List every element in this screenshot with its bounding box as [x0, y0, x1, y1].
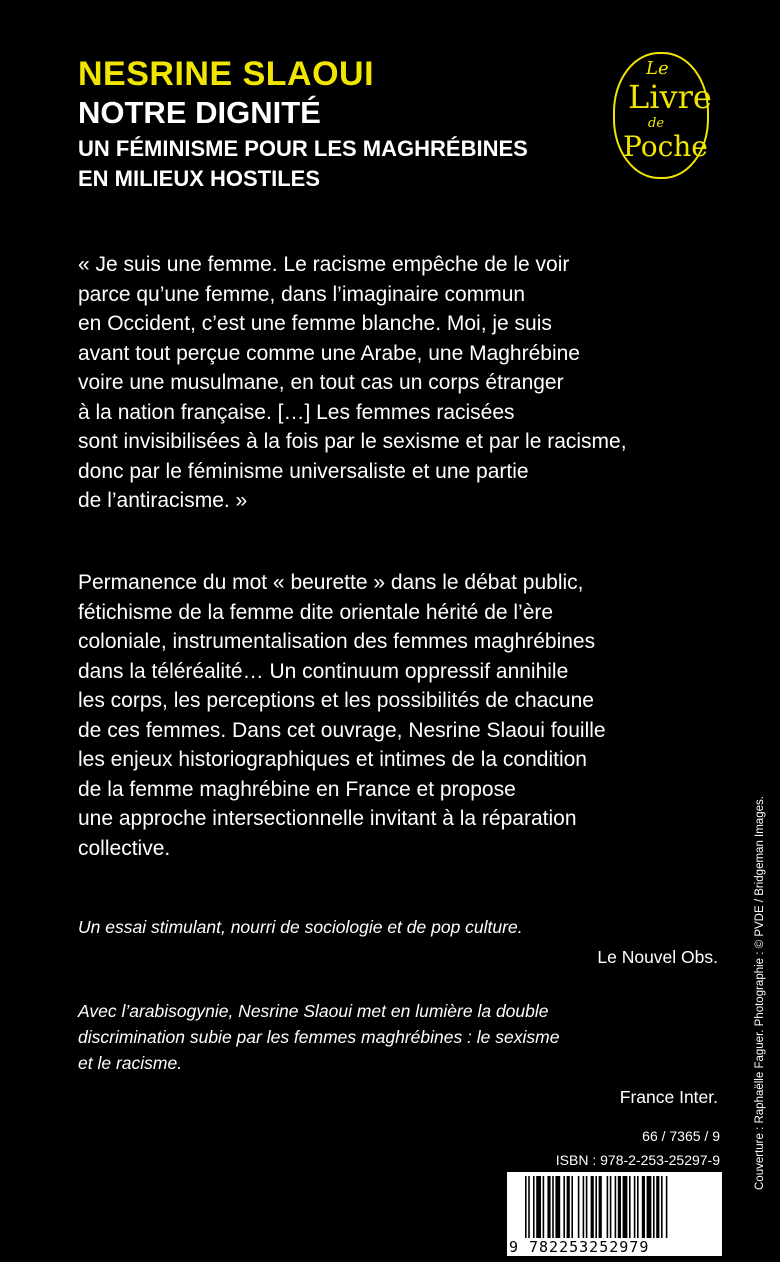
barcode-bar [563, 1176, 565, 1238]
barcode-digits [507, 1238, 722, 1256]
book-title: NOTRE DIGNITÉ [78, 95, 321, 130]
barcode-bar [533, 1176, 535, 1238]
barcode-bar [623, 1176, 628, 1238]
barcode-bar [595, 1176, 597, 1238]
barcode-bar [536, 1176, 541, 1238]
review-source: Le Nouvel Obs. [597, 947, 718, 967]
subtitle-line: EN MILIEUX HOSTILES [78, 166, 321, 191]
book-subtitle [78, 134, 638, 194]
barcode-bar [586, 1176, 588, 1238]
barcode-number: 782253252979 [529, 1238, 650, 1256]
review-line: Un essai stimulant, nourri de sociologie et de pop culture. [78, 917, 523, 937]
cover-credit: Couverture : Raphaëlle Faguer. Photographie : © PVDE / Bridgeman Images. [754, 796, 766, 1190]
barcode-bar [552, 1176, 554, 1238]
barcode-bar [629, 1176, 631, 1238]
excerpt-quote [78, 250, 718, 516]
author-name: NESRINE SLAOUI [78, 55, 375, 93]
barcode-bar [571, 1176, 573, 1238]
quote-line: voire une musulmane, en tout cas un corps étranger [78, 371, 564, 394]
barcode-bar [607, 1176, 609, 1238]
barcode-bar [610, 1176, 612, 1238]
press-review [78, 998, 718, 1110]
barcode-bar [661, 1176, 663, 1238]
barcode-bar [618, 1176, 621, 1238]
barcode-bar [653, 1176, 655, 1238]
press-review [78, 914, 718, 970]
description-line: les enjeux historiographiques et intimes de la condition [78, 748, 587, 771]
quote-line: de l’antiracisme. » [78, 489, 248, 512]
barcode-bar [591, 1176, 594, 1238]
logo-text-le: Le [646, 58, 669, 79]
description-line: une approche intersectionnelle invitant à la réparation [78, 807, 577, 830]
cover-header [78, 54, 638, 194]
barcode-first-digit: 9 [509, 1238, 519, 1256]
quote-line: avant tout perçue comme une Arabe, une Maghrébine [78, 341, 580, 365]
review-text [78, 914, 718, 940]
catalog-codes [556, 1124, 720, 1172]
review-source: France Inter. [619, 1087, 718, 1107]
barcode-bar [666, 1176, 668, 1238]
quote-line: « Je suis une femme. Le racisme empêche de le voir [78, 253, 570, 276]
barcode-bar [543, 1176, 545, 1238]
publisher-logo [613, 52, 712, 177]
review-line: Avec l’arabisogynie, Nesrine Slaoui met en lumière la double [78, 1001, 549, 1021]
barcode-bar [567, 1176, 570, 1238]
barcode-bar [578, 1176, 580, 1238]
barcode-bar [555, 1176, 560, 1238]
barcode-bar [642, 1176, 645, 1238]
barcode-bar [547, 1176, 550, 1238]
barcode-bar [637, 1176, 639, 1238]
book-description [78, 568, 718, 863]
logo-text-livre: Livre [628, 78, 712, 116]
description-line: de ces femmes. Dans cet ouvrage, Nesrine Slaoui fouille [78, 718, 606, 742]
quote-line: sont invisibilisées à la fois par le sexisme et par le racisme, [78, 430, 627, 453]
subtitle-line: UN FÉMINISME POUR LES MAGHRÉBINES [78, 136, 528, 161]
barcode-bar [528, 1176, 530, 1238]
barcode-bars [507, 1172, 722, 1238]
isbn-code: ISBN : 978-2-253-25297-9 [555, 1152, 720, 1168]
description-line: les corps, les perceptions et les possibilités de chacune [78, 689, 594, 712]
barcode-bar [656, 1176, 659, 1238]
review-line: et le racisme. [78, 1053, 183, 1073]
quote-line: à la nation française. […] Les femmes racisées [78, 400, 515, 424]
quote-line: donc par le féminisme universaliste et une partie [78, 459, 529, 483]
review-line: discrimination subie par les femmes maghrébines : le sexisme [78, 1027, 560, 1047]
quote-line: en Occident, c’est une femme blanche. Moi, je suis [78, 312, 552, 335]
barcode [507, 1172, 722, 1256]
description-line: de la femme maghrébine en France et propose [78, 777, 516, 801]
reference-code: 66 / 7365 / 9 [642, 1128, 720, 1144]
quote-line: parce qu’une femme, dans l’imaginaire commun [78, 282, 526, 306]
review-text [78, 998, 718, 1076]
description-line: dans la téléréalité… Un continuum oppressif annihile [78, 659, 569, 683]
barcode-bar [525, 1176, 527, 1238]
barcode-bar [615, 1176, 617, 1238]
description-line: fétichisme de la femme dite orientale hérité de l’ère [78, 600, 554, 624]
logo-text-poche: Poche [623, 130, 708, 163]
description-line: Permanence du mot « beurette » dans le débat public, [78, 571, 584, 594]
description-line: collective. [78, 836, 171, 860]
logo-text-de: de [648, 116, 665, 131]
description-line: coloniale, instrumentalisation des femmes maghrébines [78, 630, 596, 653]
barcode-bar [634, 1176, 636, 1238]
barcode-bar [599, 1176, 602, 1238]
barcode-bar [583, 1176, 585, 1238]
barcode-bar [647, 1176, 652, 1238]
